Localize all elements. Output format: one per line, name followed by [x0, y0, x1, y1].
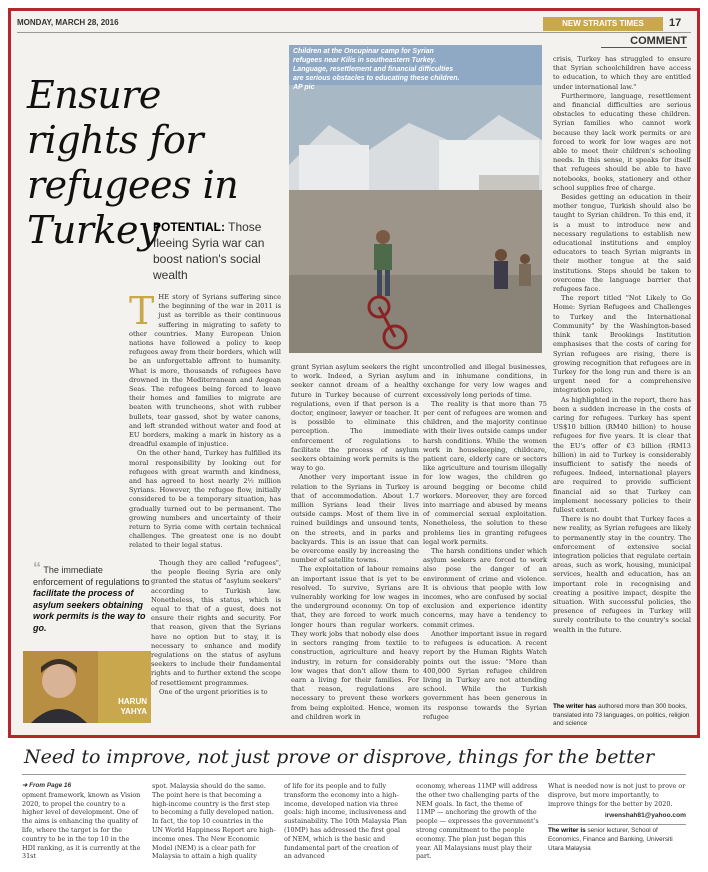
- paragraph: uncontrolled and illegal businesses, and in inhumane conditions, in exchange for very low wages and excessively long periods of time.: [423, 363, 547, 399]
- lower-headline: Need to improve, not just prove or disprove, things for the better: [24, 746, 655, 768]
- column-1-lower: [151, 559, 281, 725]
- footnote-label: The writer has: [553, 703, 597, 710]
- paragraph: There is no doubt that Turkey faces a new reality, as Syrian refugees are likely to permanently stay in the country. The enforcement of extensive social integration policies that regulate certain areas, such as work, housing, municipal services, health and education, has an important role in recognising and creating a positive impact, despite the situation. With successful policies, the presence of refugees in Turkey will surely contribute to the country's social wealth in the future.: [553, 515, 691, 634]
- author-email-link[interactable]: irwenshah81@yahoo.com: [604, 812, 686, 820]
- paragraph: As highlighted in the report, there has been a sudden increase in the costs of caring for refugees. Turkey has spent US$10 billion (RM40 billion) to house refugees for five years. It is clear that the EU's offer of €3 billion (RM13 billion) in aid to Turkey is considerably insufficient to satisfy the needs of refugees. Indeed, international players are required to provide sufficient financial aid so that Turkey can implement necessary policies to their fullest extent.: [553, 395, 691, 514]
- pullquote-emphasis: facilitate the process of asylum seekers obtaining work permits is the way to go.: [33, 588, 146, 633]
- page-number: 17: [669, 17, 682, 29]
- pullquote-lead: The immediate enforcement of regulations to: [33, 565, 150, 587]
- paragraph: On the other hand, Turkey has fulfilled its moral responsibility by looking out for refugees with great warmth and kindness, and has agreed to host nearly 2½ million Syrians. However, the refugee flow, initially considered to be a temporary situation, has gradually turned out to be permanent. The growing numbers and uncertainty of their return to Syria come with certain technical challenges. The greatest one is no doubt related to their legal status.: [129, 449, 281, 550]
- masthead: [17, 17, 691, 33]
- caption-strong: serious obstacles to educating: [305, 75, 409, 82]
- column-1-upper: [129, 293, 281, 555]
- paragraph: Though they are called "refugees", the people fleeing Syria are only granted the status of "asylum seekers" according to Turkish law. Nonetheless, this status, which is equal to that of a guest, does not ensure their rights and security. For that reason, given that the Syrians have no option but to stay, it is necessary to enhance and modify regulations on the status of asylum seekers to include their fundamental rights and to further extend the scope of resettlement programmes.: [151, 559, 281, 687]
- paragraph: economy, whereas 11MP will address the other two challenging parts of the NEM goals. In fact, the theme of 11MP — anchoring the growth of the people — expresses the government's strong commitment to the people economy. The plan just began this year. All Malaysians must play their part.: [416, 782, 540, 861]
- standfirst: [153, 219, 293, 283]
- caption-mid: near Kilis in southeastern Turkey. Language, resettlement and financial difficulties are: [293, 57, 454, 82]
- paragraph: spot. Malaysia should do the same. The point here is that becoming a high-income country is the first step to becoming a fully developed nation. In fact, the top 10 countries in the UN World Happiness Report are high-income ones. The New Economic Model (NEM) is a clear path for Malaysia to attain a high quality: [152, 782, 276, 861]
- paragraph: The report titled "Not Likely to Go Home: Syrian Refugees and Challenges to Turkey and the International Community" by the Washington-based think tank Brookings Institution emphasises that the costs of caring for Syrian refugees are rising, there is growing recognition that refugees are in Turkey for the long run and there is an urgent need for a comprehensive integration policy.: [553, 294, 691, 395]
- photo-caption: [293, 47, 463, 92]
- pull-quote: [33, 560, 151, 634]
- column-2: [291, 363, 419, 723]
- lower-column-2: [152, 782, 276, 870]
- footnote-text: authored more than 300 books, translated into 73 languages, on politics, religion and science: [553, 703, 690, 728]
- paper-name-badge: NEW STRAITS TIMES: [543, 17, 663, 31]
- paragraph: The exploitation of labour remains an important issue that is yet to be resolved. To survive, Syrians are vulnerably working for low wages in the underground economy. On top of that, they are forced to work much longer hours than regular workers. They work jobs that nobody else does in sectors ranging from textile to construction, agriculture and heavy industry, in return for considerably low wages that don't allow them to earn a living for their families. For that reason, regulations are necessary to prevent these workers from being exploited. Hence, women and children work in: [291, 565, 419, 721]
- standfirst-text: Those fleeing Syria war can boost nation's social wealth: [153, 220, 265, 282]
- lower-column-3: [284, 782, 408, 870]
- writer-bio: [548, 824, 686, 853]
- lower-column-4: [416, 782, 540, 870]
- lower-column-1: [22, 782, 144, 870]
- issue-date: MONDAY, MARCH 28, 2016: [17, 18, 119, 27]
- quote-icon: “: [33, 560, 41, 577]
- paragraph: Another important issue in regard to refugees is education. A recent report by the Human Rights Watch points out the issue: "More than 400,000 Syrian refugee children living in Turkey are not attending school. While the Turkish government has been generous in its response towards the Syrian refugee: [423, 629, 547, 721]
- bio-text: senior lecturer, School of Economics, Finance and Banking, Universiti Utara Malaysia: [548, 827, 673, 852]
- author-name: HARUN YAHYA: [118, 697, 147, 716]
- paragraph: opment framework, known as Vision 2020, to propel the country to a higher level of development. One of the aims is enhancing the quality of life, where the target is for the country to be in the top 10 in the HDI ranking, as it is currently at the 31st: [22, 790, 141, 861]
- paragraph: of life for its people and to fully transform the economy into a high-income, developed nation via three goals: high income, inclusiveness and sustainability. The 10th Malaysia Plan (10MP) has addressed the first goal of NEM, which is the basic and fundamental part of the creation of an advanced: [284, 782, 407, 861]
- paragraph: The harsh conditions under which asylum seekers are forced to work also pose the danger of an environment of crime and violence. It is obvious that people with low incomes, who are confused by social exclusion and experience identity concerns, may have a tendency to commit crimes.: [423, 547, 547, 629]
- paragraph: What is needed now is not just to prove or disprove, but more importantly, to improve things for the better by 2020.: [548, 782, 686, 808]
- lower-column-5: [548, 782, 686, 870]
- refugee-camp-photo: [289, 45, 542, 353]
- paragraph: Besides getting an education in their mother tongue, Turkish should also be taught to Syrian children. To this end, it is a must to introduce new and necessary regulations to establish new educational institutions and employ educators to teach Syrian migrants in their mother tongue at the said institutions. Steps should be taken to overcome the language barrier that refugees face.: [553, 193, 691, 294]
- continued-from-link[interactable]: ➜ From Page 16: [22, 782, 72, 789]
- paragraph: grant Syrian asylum seekers the right to work. Indeed, a Syrian asylum seeker cannot dream of a healthy future in Turkey because of current regulations, even if that person is a doctor, engineer, lawyer or teacher. It is possible to eliminate this perception. The immediate enforcement of regulations to facilitate the process of asylum seekers obtaining work permits is the way to go.: [291, 363, 419, 473]
- caption-em: Children at the Oncupinar camp for Syrian refugees: [293, 48, 434, 64]
- divider: [22, 774, 686, 775]
- column-3: [423, 363, 547, 723]
- paragraph: The reality is that more than 75 per cent of refugees are women and children, and the majority continue with their lives outside camps under harsh conditions. While the women work in housekeeping, childcare, patient care, elderly care or sectors like agriculture and tourism illegally for low wages, the children go around begging or become child workers. Moreover, they are forced into marriage and abused by means of commercial sexual exploitation. Nonetheless, the solution to these problems lies in granting refugees legal work permits.: [423, 399, 547, 546]
- author-footnote: [553, 703, 691, 729]
- paragraph: HE story of Syrians suffering since the beginning of the war in 2011 is just as terrible as their continuous suffering in migrating to safety to other countries. Many European Union nations have followed a policy to keep refugees away from their borders, which will be an unforgettable affront to humanity. What is more, thousands of refugees have drowned in the Mediterranean and Aegean Seas. The refugees being forced to leave their homes and families to migrate are beaten with truncheons, shot with rubber bullets, tear gassed, shot by water canons, and left stranded without water and food at EU borders, making a mark in history as a dreadful example of injustice.: [129, 293, 281, 449]
- column-4: [553, 55, 691, 699]
- paragraph: One of the urgent priorities is to: [159, 687, 268, 696]
- paragraph: Another very important issue in relation to the Syrians in Turkey is that of accommodation. About 1.7 million Syrians lead their lives outside camps. Most of them live in ruined buildings and unsound tents, on the streets, and in parks and backyards. This is an issue that can be overcome easily by increasing the number of satellite towns.: [291, 473, 419, 565]
- author-photo: [23, 651, 151, 723]
- bio-label: The writer is: [548, 827, 586, 835]
- dropcap: T: [129, 293, 155, 333]
- paragraph: Furthermore, language, resettlement and financial difficulties are serious obstacles to educating these children. Syrian families who cannot work because they lack work permits or are forced to work for low wages are not able to meet their children's schooling needs. In this sense, it speaks for itself that refugees should be able to have notebooks, books, stationery and other school supplies free of charge.: [553, 91, 691, 192]
- caption-end: these children. AP pic: [293, 75, 460, 91]
- headline: Ensure rights for refugees in Turkey: [27, 73, 239, 252]
- paragraph: crisis, Turkey has struggled to ensure that Syrian schoolchildren have access to education, to which they are entitled under international law.": [553, 55, 691, 91]
- section-label: COMMENT: [601, 35, 687, 48]
- standfirst-label: POTENTIAL:: [153, 220, 225, 234]
- article-frame: [8, 8, 700, 738]
